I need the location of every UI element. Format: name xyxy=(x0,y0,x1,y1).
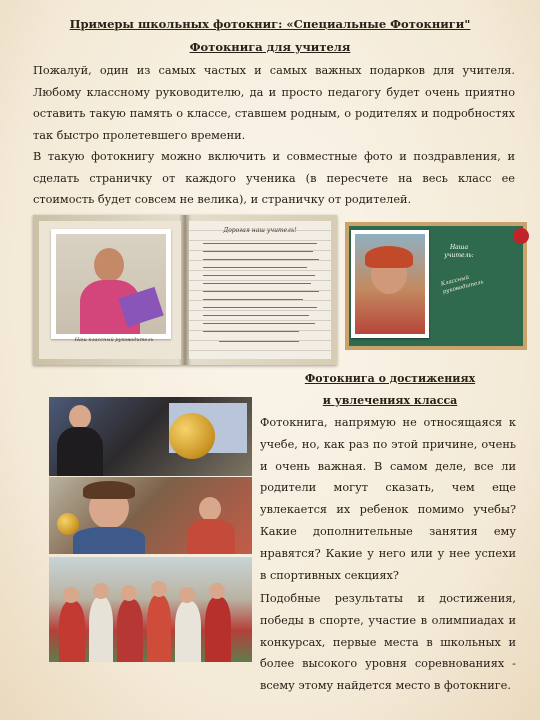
medal-icon xyxy=(57,513,79,535)
section-title-achievements: Фотокнига о достижениях xyxy=(304,372,476,385)
head xyxy=(209,583,225,599)
intro-paragraph-1: Пожалуй, один из самых частых и самых важных подарков для учителя. Любому классному руководителю, да и просто педагогу будет очень приятно оставить такую память о классе, ставшем родным, о родителях и подробностях так быстро пролетевшего времени. xyxy=(33,64,515,142)
text-line xyxy=(203,251,313,252)
red-bow-icon xyxy=(513,228,529,244)
person-body xyxy=(187,519,235,554)
hair-shape xyxy=(365,246,413,268)
teacher-photo-frame xyxy=(51,229,171,339)
text-line xyxy=(203,323,315,324)
teacher-portrait-frame xyxy=(351,230,429,338)
person-head xyxy=(199,497,221,521)
text-line xyxy=(219,341,299,342)
album-page-title: Дорогая наш учитель! xyxy=(223,227,297,234)
text-line xyxy=(203,243,317,244)
album-caption: Наш классный руководитель xyxy=(74,337,154,343)
board-sign: Наша учитель: xyxy=(444,244,474,259)
teacher-head xyxy=(94,248,124,282)
text-line xyxy=(203,275,315,276)
head xyxy=(179,587,195,603)
section-title-teacher: Фотокнига для учителя xyxy=(189,40,351,54)
folk-costume-photo xyxy=(49,557,252,662)
teacher-portrait xyxy=(355,234,425,334)
head xyxy=(63,587,79,603)
teacher-photo xyxy=(56,234,166,334)
award-photo xyxy=(49,477,252,554)
dancer-6 xyxy=(205,597,231,662)
text-line xyxy=(203,291,319,292)
board-chalk-text: Классный руководитель xyxy=(440,274,485,296)
dancer-1 xyxy=(59,601,85,662)
head xyxy=(93,583,109,599)
page-title: Примеры школьных фотокниг: «Специальные Фотокниги" xyxy=(69,17,471,31)
dancer-2 xyxy=(89,597,113,662)
dancer-5 xyxy=(175,601,201,662)
text-line xyxy=(203,307,317,308)
text-line xyxy=(203,283,311,284)
text-line xyxy=(203,267,307,268)
teacher-album-image xyxy=(33,215,337,365)
presenter-head xyxy=(69,405,91,429)
text-line xyxy=(203,299,303,300)
dancer-3 xyxy=(117,599,143,662)
student-body xyxy=(73,527,145,554)
text-line xyxy=(203,315,309,316)
presentation-photo xyxy=(49,397,252,476)
album-left-page xyxy=(39,221,181,359)
chalkboard-image xyxy=(345,222,527,350)
gold-medal-icon xyxy=(169,413,215,459)
head xyxy=(121,585,137,601)
text-line xyxy=(203,259,319,260)
head xyxy=(151,581,167,597)
section-subtitle-achievements: и увлечениях класса xyxy=(322,394,458,407)
album-right-page xyxy=(189,221,331,359)
hair-shape xyxy=(83,481,135,499)
achievements-paragraph-2: Подобные результаты и достижения, победы в спорте, участие в олимпиадах и конкурсах, первые места в школьных и более высокого уровня соревнованиях - всему этому найдется место в фотокниге. xyxy=(260,592,516,693)
text-line xyxy=(203,331,299,332)
achievements-paragraph-1: Фотокнига, напрямую не относящаяся к учебе, но, как раз по этой причине, очень и очень важная. В самом деле, все ли родители могут сказать, чем еще увлекается их ребенок помимо учебы? Какие дополнительные занятия ему нравятся? Какие у него или у нее успехи в спортивных секциях? xyxy=(260,416,516,582)
dancer-4 xyxy=(147,595,171,662)
presenter-body xyxy=(57,427,103,476)
intro-paragraph-2: В такую фотокнигу можно включить и совместные фото и поздравления, и сделать страничку от каждого ученика (в пересчете на весь класс ее стоимость будет совсем не велика), и страничку от родителей. xyxy=(33,150,515,206)
